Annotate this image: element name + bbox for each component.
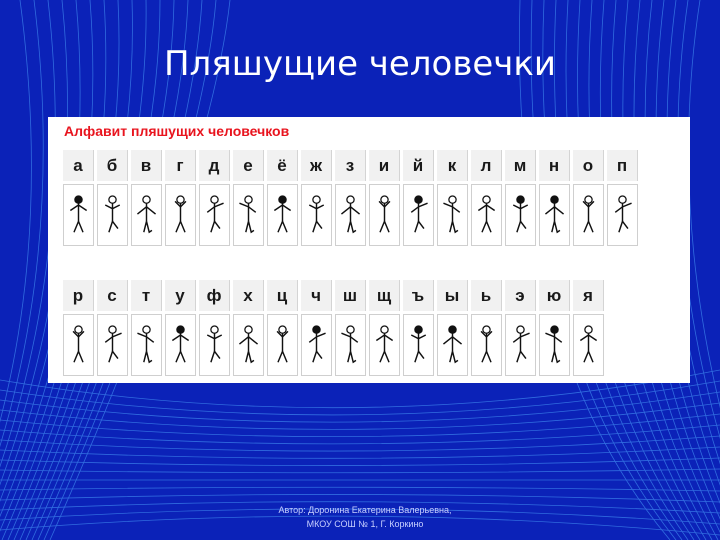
dancing-man-icon [437, 184, 468, 246]
letter-label: о [573, 150, 604, 181]
letter-label: ч [301, 280, 332, 311]
dancing-man-icon [369, 184, 400, 246]
letter-cell [403, 280, 434, 376]
dancing-man-icon [335, 314, 366, 376]
dancing-man-icon [199, 184, 230, 246]
letter-label: а [63, 150, 94, 181]
author-credit [250, 503, 480, 531]
letter-label: ы [437, 280, 468, 311]
letter-label: э [505, 280, 536, 311]
letter-cell [335, 280, 366, 376]
dancing-man-icon [301, 184, 332, 246]
dancing-man-icon [233, 184, 264, 246]
dancing-man-icon [63, 184, 94, 246]
letter-label: т [131, 280, 162, 311]
letter-label: щ [369, 280, 400, 311]
dancing-man-icon [63, 314, 94, 376]
letter-cell [335, 150, 366, 246]
letter-label: м [505, 150, 536, 181]
letter-label: з [335, 150, 366, 181]
letter-cell [233, 280, 264, 376]
letter-cell [267, 280, 298, 376]
letter-cell [63, 280, 94, 376]
letter-cell [437, 150, 468, 246]
letter-cell [437, 280, 468, 376]
author-line-1: Автор: Доронина Екатерина Валерьевна, [278, 505, 452, 515]
dancing-man-icon [131, 184, 162, 246]
letter-cell [539, 150, 570, 246]
letter-cell [505, 150, 536, 246]
dancing-man-icon [199, 314, 230, 376]
letter-cell [97, 280, 128, 376]
letter-label: к [437, 150, 468, 181]
dancing-man-icon [607, 184, 638, 246]
letter-label: у [165, 280, 196, 311]
letter-label: ц [267, 280, 298, 311]
dancing-man-icon [539, 314, 570, 376]
dancing-man-icon [267, 314, 298, 376]
letter-cell [97, 150, 128, 246]
letter-label: г [165, 150, 196, 181]
author-line-2: МКОУ СОШ № 1, Г. Коркино [306, 519, 424, 529]
dancing-man-icon [539, 184, 570, 246]
letter-cell [233, 150, 264, 246]
dancing-man-icon [97, 184, 128, 246]
letter-cell [539, 280, 570, 376]
letter-label: д [199, 150, 230, 181]
letter-cell [199, 280, 230, 376]
dancing-man-icon [573, 184, 604, 246]
letter-cell [301, 150, 332, 246]
letter-cell [573, 150, 604, 246]
alphabet-heading: Алфавит пляшущих человечков [64, 123, 290, 139]
letter-label: и [369, 150, 400, 181]
letter-cell [369, 280, 400, 376]
letter-label: в [131, 150, 162, 181]
dancing-man-icon [505, 184, 536, 246]
dancing-man-icon [233, 314, 264, 376]
letter-label: б [97, 150, 128, 181]
dancing-man-icon [335, 184, 366, 246]
letter-label: ё [267, 150, 298, 181]
dancing-man-icon [369, 314, 400, 376]
slide-title: Пляшущие человечки [163, 44, 557, 84]
dancing-man-icon [471, 184, 502, 246]
letter-label: х [233, 280, 264, 311]
alphabet-panel [48, 117, 690, 383]
letter-label: ь [471, 280, 502, 311]
alphabet-row-1 [63, 150, 641, 246]
letter-cell [301, 280, 332, 376]
letter-cell [573, 280, 604, 376]
letter-cell [471, 280, 502, 376]
letter-label: н [539, 150, 570, 181]
letter-cell [165, 280, 196, 376]
letter-cell [63, 150, 94, 246]
dancing-man-icon [165, 314, 196, 376]
dancing-man-icon [403, 314, 434, 376]
letter-cell [199, 150, 230, 246]
letter-label: ж [301, 150, 332, 181]
letter-label: ъ [403, 280, 434, 311]
alphabet-row-2 [63, 280, 607, 376]
dancing-man-icon [97, 314, 128, 376]
letter-label: е [233, 150, 264, 181]
dancing-man-icon [573, 314, 604, 376]
letter-cell [607, 150, 638, 246]
letter-label: с [97, 280, 128, 311]
letter-cell [267, 150, 298, 246]
dancing-man-icon [301, 314, 332, 376]
letter-cell [505, 280, 536, 376]
letter-label: л [471, 150, 502, 181]
letter-label: п [607, 150, 638, 181]
letter-label: ш [335, 280, 366, 311]
letter-cell [471, 150, 502, 246]
letter-cell [403, 150, 434, 246]
dancing-man-icon [471, 314, 502, 376]
dancing-man-icon [437, 314, 468, 376]
letter-label: й [403, 150, 434, 181]
letter-label: я [573, 280, 604, 311]
letter-label: р [63, 280, 94, 311]
letter-cell [165, 150, 196, 246]
letter-cell [131, 150, 162, 246]
letter-label: ф [199, 280, 230, 311]
letter-cell [131, 280, 162, 376]
dancing-man-icon [505, 314, 536, 376]
letter-cell [369, 150, 400, 246]
dancing-man-icon [131, 314, 162, 376]
dancing-man-icon [165, 184, 196, 246]
letter-label: ю [539, 280, 570, 311]
dancing-man-icon [403, 184, 434, 246]
dancing-man-icon [267, 184, 298, 246]
